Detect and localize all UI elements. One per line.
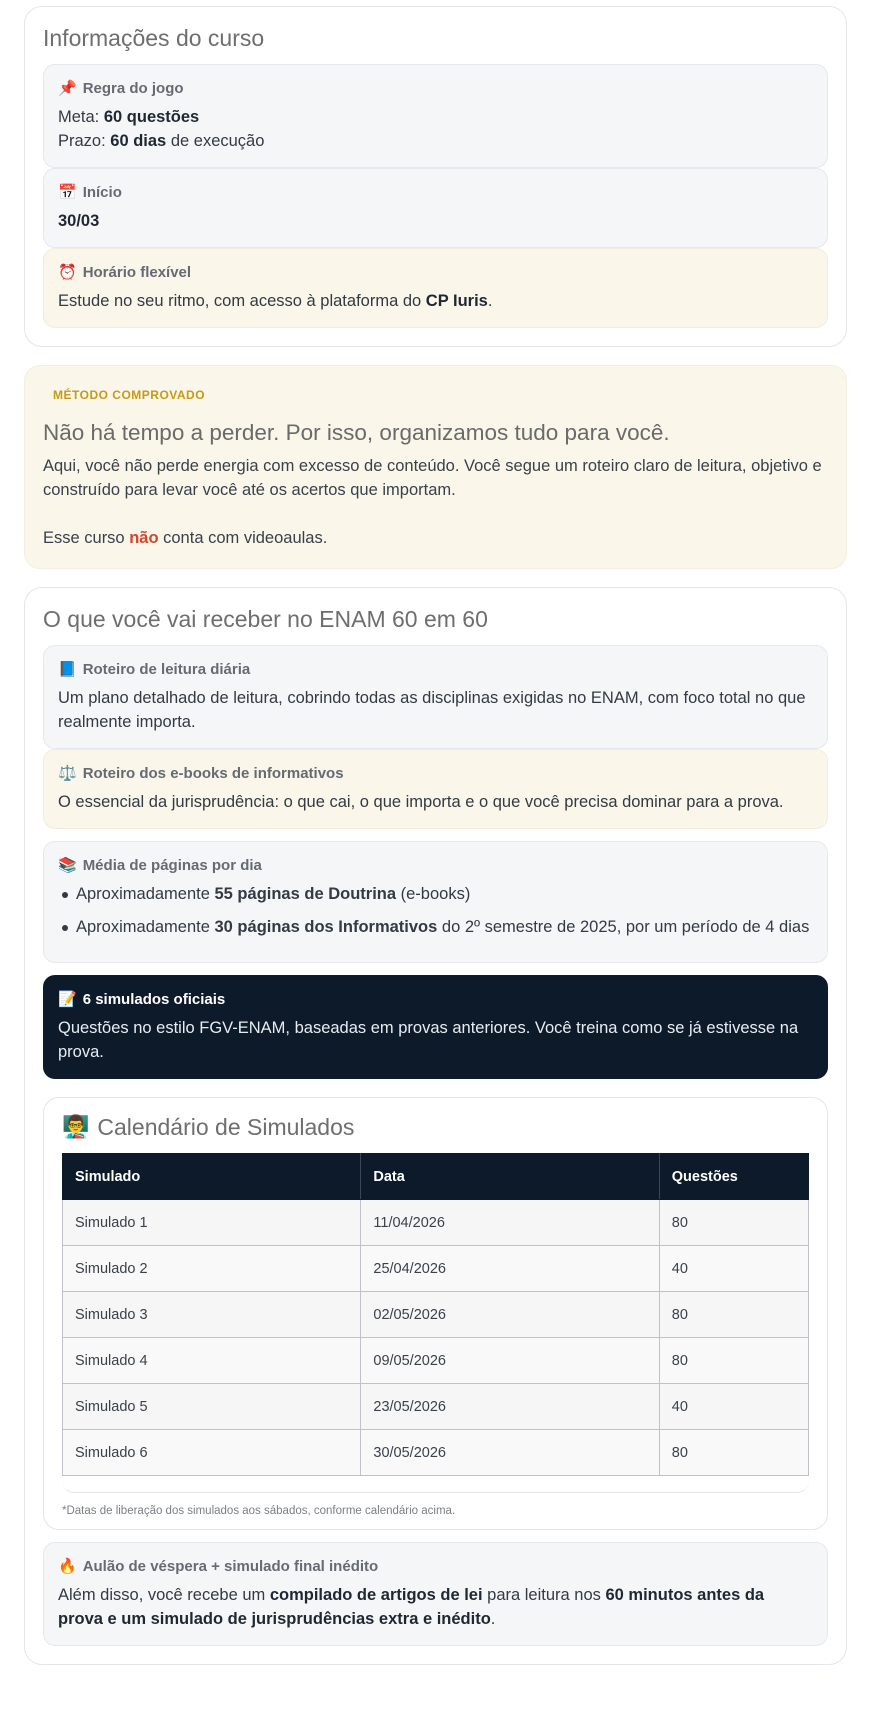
cell-simulado: Simulado 2 <box>63 1246 361 1292</box>
cell-questions: 80 <box>659 1338 808 1384</box>
cell-questions: 40 <box>659 1246 808 1292</box>
column-header-simulado: Simulado <box>63 1154 361 1200</box>
method-text: Aqui, você não perde energia com excesso de conteúdo. Você segue um roteiro claro de leitura, objetivo e construído para levar você até os acertos que importam. <box>43 457 822 499</box>
ebooks-heading <box>58 764 813 782</box>
cell-date: 11/04/2026 <box>361 1200 659 1246</box>
exam-table-wrapper <box>62 1153 809 1493</box>
goal-line <box>58 105 813 129</box>
deliverables-title: O que você vai receber no ENAM 60 em 60 <box>43 606 488 632</box>
cell-simulado: Simulado 4 <box>63 1338 361 1384</box>
final-class-heading <box>58 1557 813 1575</box>
exam-calendar-heading <box>62 1114 809 1141</box>
teacher-icon: 👨‍🏫 <box>62 1115 90 1140</box>
fire-icon: 🔥 <box>58 1557 77 1575</box>
deliverables-card <box>24 587 847 1665</box>
deadline-label: Prazo: <box>58 132 111 150</box>
official-exams-heading <box>58 990 813 1008</box>
item2-before: Aproximadamente <box>76 918 215 936</box>
cell-questions: 80 <box>659 1430 808 1476</box>
cell-simulado: Simulado 6 <box>63 1430 361 1476</box>
final-text-after: . <box>490 1610 496 1628</box>
cell-questions: 80 <box>659 1292 808 1338</box>
final-class-text <box>58 1583 813 1631</box>
table-header-row <box>63 1154 809 1200</box>
ebooks-box <box>43 749 828 829</box>
cell-questions: 40 <box>659 1384 808 1430</box>
daily-reading-label: Roteiro de leitura diária <box>82 660 251 678</box>
start-box <box>43 168 828 248</box>
list-item <box>58 882 813 906</box>
calendar-footnote: *Datas de liberação dos simulados aos sábados, conforme calendário acima. <box>62 1505 456 1517</box>
final-class-box <box>43 1542 828 1646</box>
goal-value: 60 questões <box>103 108 200 126</box>
method-title: Não há tempo a perder. Por isso, organizamos tudo para você. <box>43 420 670 445</box>
ebooks-label: Roteiro dos e-books de informativos <box>82 764 344 782</box>
game-rule-heading <box>58 79 813 97</box>
daily-reading-text: Um plano detalhado de leitura, cobrindo todas as disciplinas exigidas no ENAM, com foco total no que realmente importa. <box>58 689 806 731</box>
cell-date: 25/04/2026 <box>361 1246 659 1292</box>
game-rule-label: Regra do jogo <box>82 79 184 97</box>
table-row <box>63 1384 809 1430</box>
final-text-before: Além disso, você recebe um <box>58 1586 270 1604</box>
item2-after: do 2º semestre de 2025, por um período de 4 dias <box>437 918 810 936</box>
pages-per-day-label: Média de páginas por dia <box>82 856 262 874</box>
blue-book-icon: 📘 <box>58 660 77 678</box>
alarm-clock-icon: ⏰ <box>58 263 77 281</box>
official-exams-box <box>43 975 828 1079</box>
item1-before: Aproximadamente <box>76 885 215 903</box>
scales-icon: ⚖️ <box>58 764 77 782</box>
cell-date: 23/05/2026 <box>361 1384 659 1430</box>
flexible-schedule-text <box>58 289 813 313</box>
list-item <box>58 915 813 939</box>
platform-name: CP Iuris <box>425 292 488 310</box>
pages-per-day-box <box>43 841 828 963</box>
game-rule-box <box>43 64 828 168</box>
exam-table <box>62 1153 809 1476</box>
course-info-card <box>24 6 847 347</box>
ebooks-text: O essencial da jurisprudência: o que cai, o que importa e o que você precisa dominar para a prova. <box>58 793 784 811</box>
table-row <box>63 1246 809 1292</box>
deadline-line <box>58 129 813 153</box>
calendar-icon: 📅 <box>58 183 77 201</box>
column-header-questoes: Questões <box>659 1154 808 1200</box>
method-note-highlight: não <box>129 529 159 547</box>
daily-reading-heading <box>58 660 813 678</box>
pushpin-icon: 📌 <box>58 79 77 97</box>
flexible-text-before: Estude no seu ritmo, com acesso à plataforma do <box>58 292 426 310</box>
memo-icon: 📝 <box>58 990 77 1008</box>
table-row <box>63 1430 809 1476</box>
flexible-text-after: . <box>487 292 493 310</box>
table-row <box>63 1292 809 1338</box>
method-note-after: conta com videoaulas. <box>158 529 328 547</box>
final-bold-2: 60 minutos antes da prova e um simulado de jurisprudências extra e inédito <box>58 1586 765 1628</box>
pages-per-day-heading <box>58 856 813 874</box>
flexible-schedule-box <box>43 248 828 328</box>
deadline-suffix: de execução <box>166 132 265 150</box>
cell-simulado: Simulado 5 <box>63 1384 361 1430</box>
method-eyebrow: MÉTODO COMPROVADO <box>53 388 206 402</box>
item1-after: (e-books) <box>396 885 471 903</box>
cell-date: 09/05/2026 <box>361 1338 659 1384</box>
cell-date: 30/05/2026 <box>361 1430 659 1476</box>
table-row <box>63 1338 809 1384</box>
method-section <box>24 365 847 569</box>
goal-label: Meta: <box>58 108 104 126</box>
pages-list <box>58 882 813 939</box>
flexible-schedule-heading <box>58 263 813 281</box>
cell-questions: 80 <box>659 1200 808 1246</box>
final-class-label: Aulão de véspera + simulado final inédito <box>82 1557 379 1575</box>
final-bold-1: compilado de artigos de lei <box>269 1586 483 1604</box>
exam-calendar-title: Calendário de Simulados <box>97 1114 355 1140</box>
column-header-data: Data <box>361 1154 659 1200</box>
flexible-schedule-label: Horário flexível <box>82 263 192 281</box>
item1-bold: 55 páginas de Doutrina <box>214 885 397 903</box>
item2-bold: 30 páginas dos Informativos <box>214 918 438 936</box>
exam-calendar <box>43 1097 828 1530</box>
official-exams-label: 6 simulados oficiais <box>82 990 226 1008</box>
method-note <box>43 526 828 550</box>
daily-reading-box <box>43 645 828 749</box>
deadline-value: 60 dias <box>110 132 167 150</box>
start-label: Início <box>82 183 122 201</box>
course-info-title: Informações do curso <box>43 25 265 51</box>
table-row <box>63 1200 809 1246</box>
start-date: 30/03 <box>58 212 100 230</box>
method-note-before: Esse curso <box>43 529 130 547</box>
cell-simulado: Simulado 1 <box>63 1200 361 1246</box>
start-heading <box>58 183 813 201</box>
cell-date: 02/05/2026 <box>361 1292 659 1338</box>
final-text-mid: para leitura nos <box>482 1586 606 1604</box>
cell-simulado: Simulado 3 <box>63 1292 361 1338</box>
books-icon: 📚 <box>58 856 77 874</box>
start-date-line <box>58 209 813 233</box>
official-exams-text: Questões no estilo FGV-ENAM, baseadas em provas anteriores. Você treina como se já estivesse na prova. <box>58 1019 799 1061</box>
